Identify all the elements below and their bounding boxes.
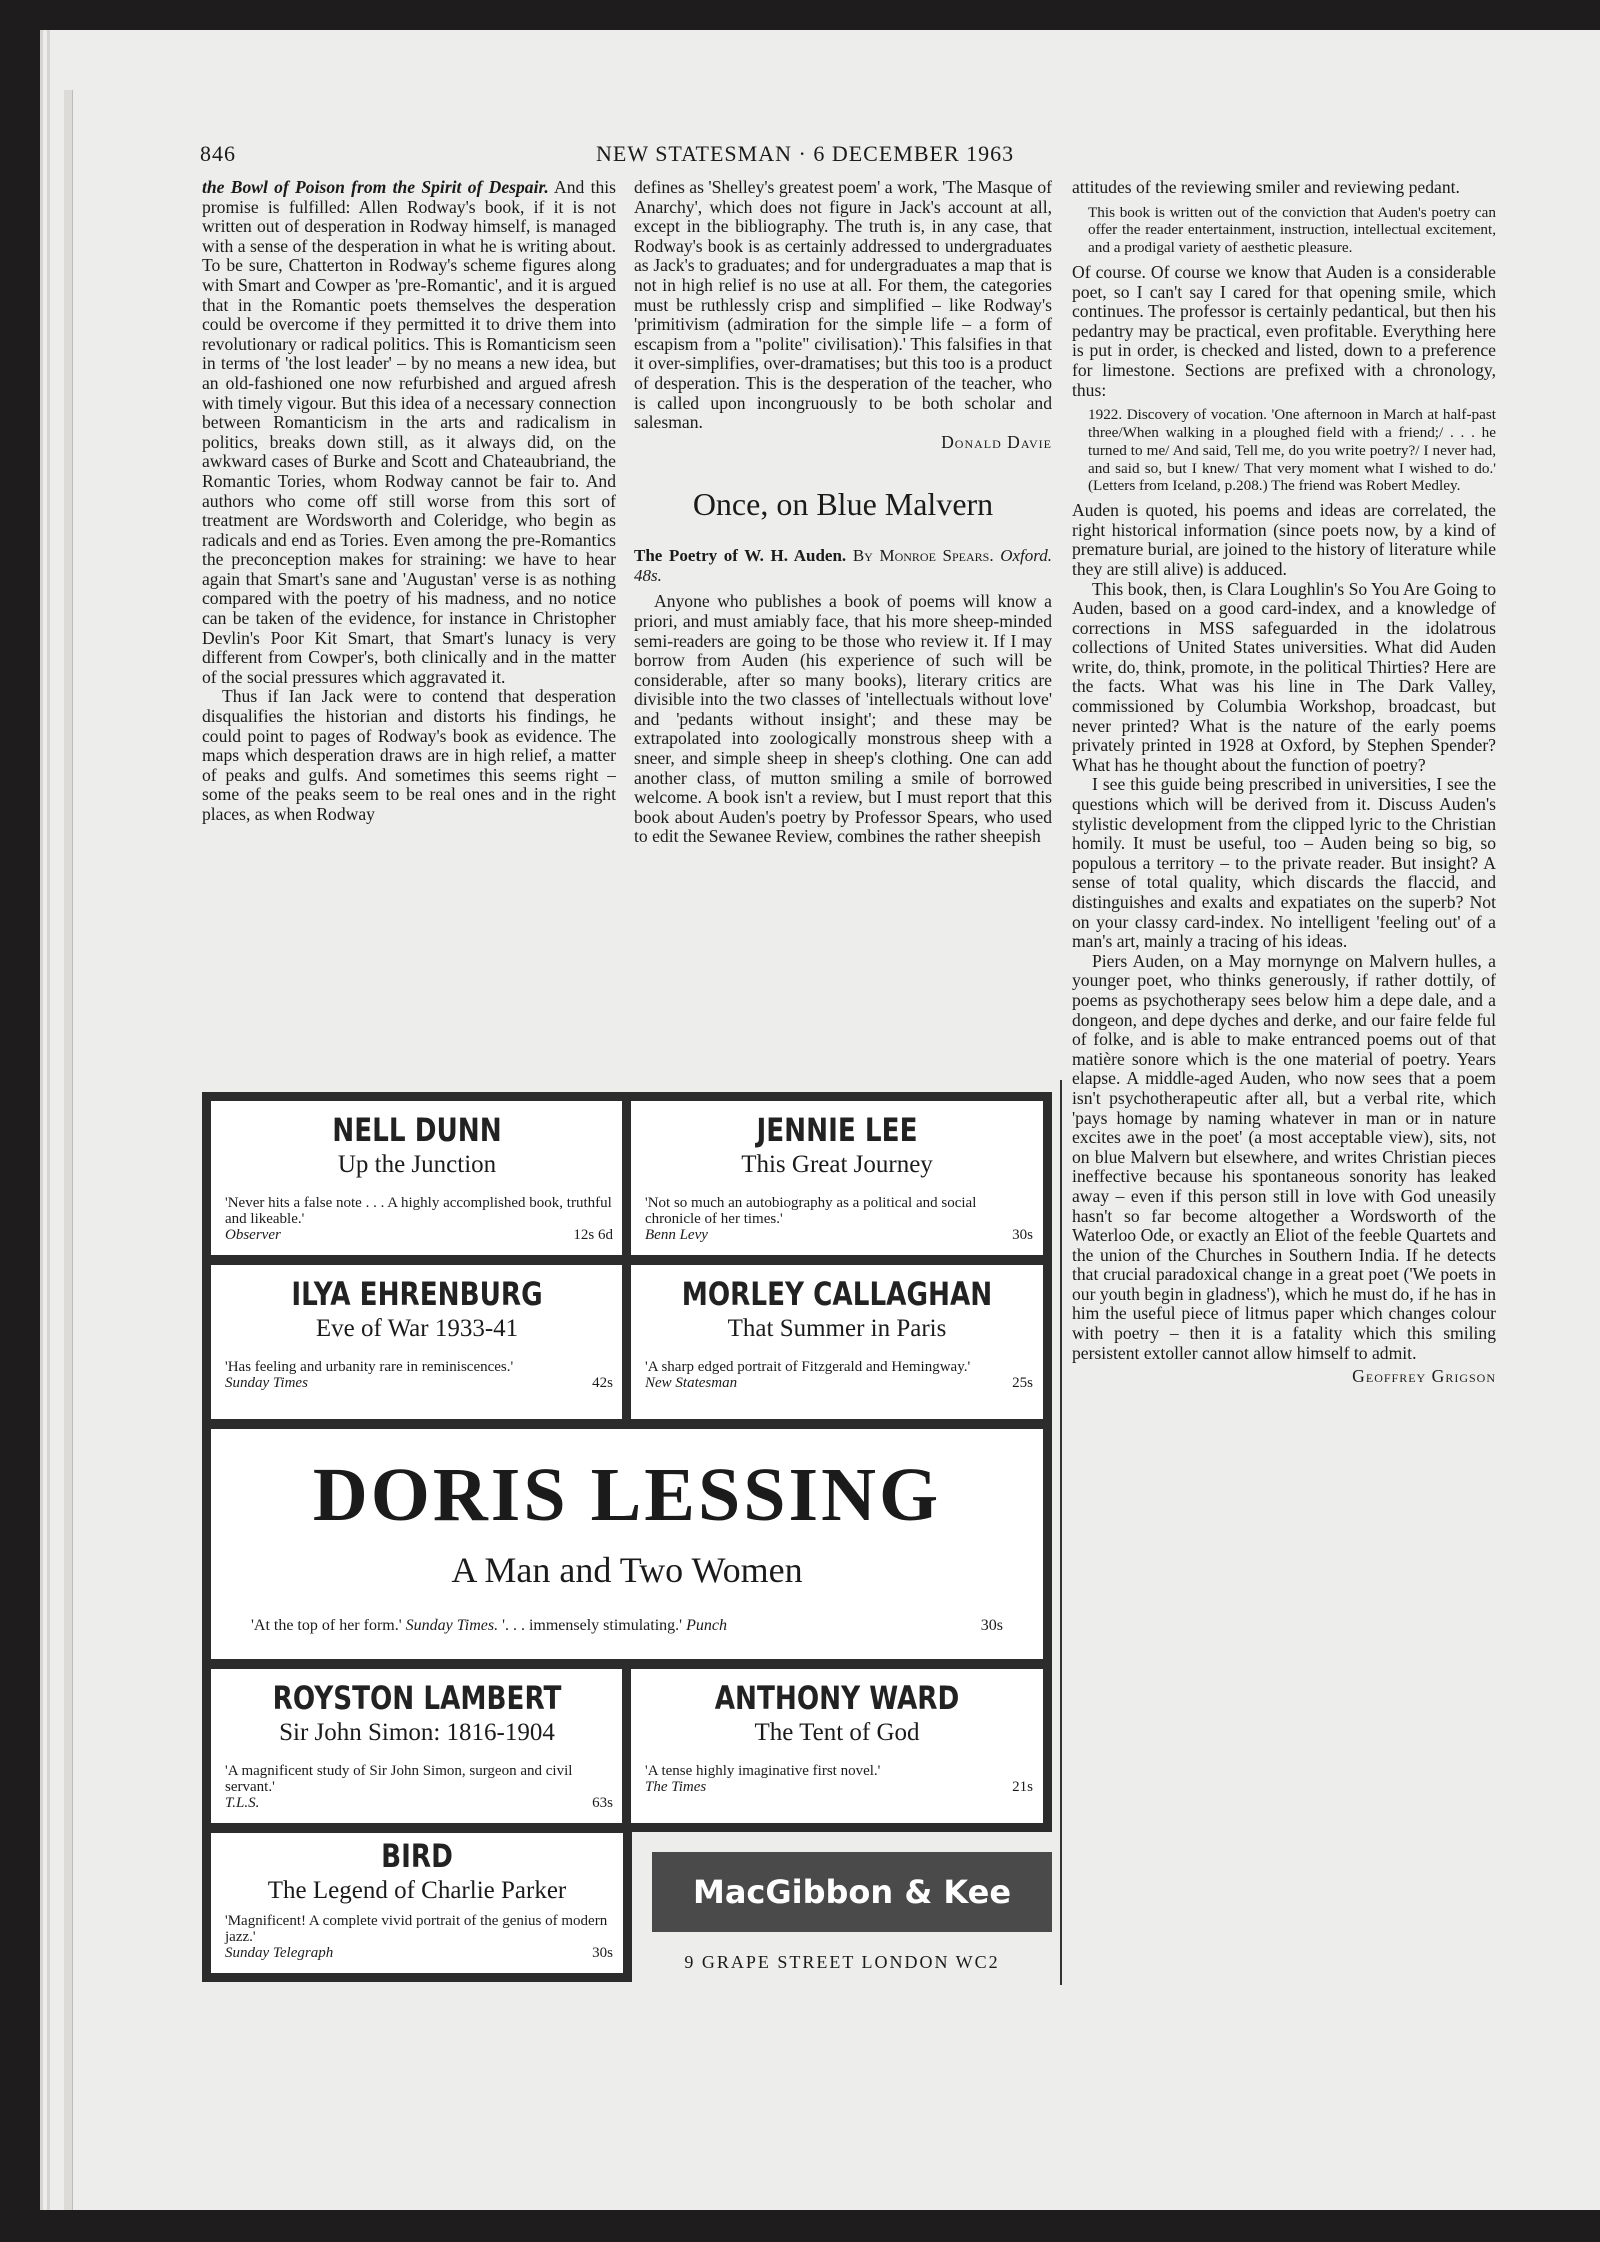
ad-price: 63s [592,1795,613,1811]
col3-paragraph-4: This book, then, is Clara Loughlin's So You Are Going to Auden, based on a good card-index, and a knowledge of corrections in MSS safeguarded in the idolatrous collections of United States universities. What did Auden write, do, think, promote, in the political Thirties? Here are the facts. What was his line in The Dark Valley, commissioned by Columbia Workshop, broadcast, but never printed? What is the nature of the early poems privately printed in 1928 at Oxford, by Stephen Spender? What has he thought about the function of poetry? [1072,578,1496,775]
ad-source: Sunday Times [225,1375,308,1391]
ad-book-title: The Tent of God [754,1719,920,1746]
col1-paragraph-1: the Bowl of Poison from the Spirit of Despair. And this promise is fulfilled: Allen Rodway's book, if it is not written out of desperation in Rodway himself, is managed with a sense of the desperation in what he is writing about. To be sure, Chatterton in Rodway's scheme figures along with Smart and Cowper as 'pre-Romantic', and it is argued that in the Romantic poets themselves the desperation could be overcome if they permitted it to drive them into revolutionary or radical politics. This is Romanticism seen in terms of 'the lost leader' – by no means a new idea, but an old-fashioned one now refurbished and argued afresh with timely vigour. But this idea of a necessary connection between Romanticism in the arts and radicalism in politics, breaks down still, as it always did, on the awkward cases of Burke and Scott and Chateaubriand, the Romantic Tories, whom Rodway cannot be fair to. And authors who come off still worse from this sort of treatment are Wordsworth and Coleridge, who begin as radicals and end as Tories. Even among the pre-Romantics the preconception makes for straining: we have to hear again that Smart's sane and 'Augustan' verse is as nothing compared with the poetry of his madness, and no notice can be taken of the evidence, for instance in Christopher Devlin's Poor Kit Smart, that Smart's lunacy is very different from Cowper's, both clinically and in the matter of the social pressures which aggravated it. [202,178,616,687]
ad-price: 21s [1012,1779,1033,1795]
ad-price: 30s [1012,1227,1033,1243]
ad-price: 12s 6d [573,1227,613,1243]
ad-author: ILYA EHRENBURG [291,1275,543,1313]
ad-source: Observer [225,1227,281,1243]
ad-book-7 [202,1824,632,1982]
publisher-advertisement [202,1092,1052,1982]
col1-paragraph-2: Thus if Ian Jack were to contend that desperation disqualifies the historian and distorts his findings, he could point to pages of Rodway's book as evidence. The maps which desperation draws are in high relief, a matter of peaks and gulfs. And sometimes this seems right – some of the peaks seem to be real ones and in the right places, as when Rodway [202,686,616,824]
publication-header: NEW STATESMAN · 6 DECEMBER 1963 [596,141,1015,166]
col3-paragraph-5: I see this guide being prescribed in universities, I see the questions which will be derived from it. Discuss Auden's stylistic development from the clipped lyric to the Christian homily. It must be useful, too – Auden being so big, so populous a territory – to the private reader. But insight? A sense of total quality, which discards the flaccid, and distinguishes and exalts and expatiates on the superb? Not on your classy card-index. No intelligent 'feeling out' of a man's art, mainly a tracing of his ideas. [1072,774,1496,952]
ad-author: NELL DUNN [332,1111,502,1149]
col3-paragraph-3: Auden is quoted, his poems and ideas are correlated, the right historical information (since poets now, by a kind of premature burial, are joined to the history of literature while they are still alive) is adduced. [1072,500,1496,579]
ad-price: 25s [1012,1375,1033,1391]
ad-source: Benn Levy [645,1227,708,1243]
ad-book-title: Up the Junction [337,1151,497,1178]
ad-feature-title: A Man and Two Women [451,1550,803,1590]
ad-author: ROYSTON LAMBERT [272,1679,562,1717]
column-rule [1060,1080,1062,1985]
ad-book-title: Sir John Simon: 1816-1904 [279,1719,555,1746]
ad-book-4 [622,1256,1052,1428]
ad-source: New Statesman [645,1375,738,1391]
page-edge [64,90,73,2210]
col3-paragraph-6: Piers Auden, on a May mornynge on Malvern hulles, a younger poet, who thinks generously, if rather dottily, of poems as psychotherapy sees below him a depe dale, and a dongeon, and depe dyches and derke, and our faire felde ful of folke, and is able to make entranced poems out of that matière sonore which is the one material of poetry. Years elapse. A middle-aged Auden, who now sees that a poem isn't psychotherapeutic after all, but a verbal rite, which 'pays homage by naming whatever in man or in nature excites awe in the poet' (a most acceptable view), sits, not on blue Malvern but elsewhere, and writes Christian pieces ineffective because his spontaneous sonority has leaked away – even if this person still in love with God uneasily hasn't so far become altogether a Wordsworth of the Waterloo Ode, or exactly an Eliot of the feeble Quartets and the union of the Churches in Southern India. If he detects that crucial paradoxical change in a great poet ('We poets in our youth begin in gladness'), which he must do, if he has in him the useful piece of litmus paper which changes colour with poetry – then it is a fatality which this smiling persistent extoller cannot allow himself to admit. [1072,950,1496,1363]
review-title: Once, on Blue Malvern [692,486,994,523]
ad-source: The Times [645,1779,707,1795]
ad-quote: 'Has feeling and urbanity rare in reminiscences.' [225,1359,514,1375]
ad-book-3 [202,1256,632,1428]
signature-grigson: Geoffrey Grigson [1352,1366,1496,1387]
ad-quote: 'A tense highly imaginative first novel.' [645,1763,881,1779]
ad-feature-reviews: 'At the top of her form.' Sunday Times. '. . . immensely stimulating.' Punch 30s [251,1617,1003,1634]
ad-feature-book [202,1420,1052,1668]
column-1 [202,178,616,1080]
column-2 [634,178,1052,1080]
ad-feature-author: DORIS LESSING [312,1453,942,1537]
col3-paragraph-1: attitudes of the reviewing smiler and reviewing pedant. [1072,178,1460,197]
ad-author: JENNIE LEE [756,1111,918,1149]
ad-quote: 'Magnificent! A complete vivid portrait of the genius of modern jazz.' [225,1913,608,1945]
ad-source: Sunday Telegraph [225,1945,334,1961]
ad-author: MORLEY CALLAGHAN [681,1275,993,1313]
col3-paragraph-2: Of course. Of course we know that Auden is a considerable poet, so I can't say I cared for that opening smile, which continues. The professor is certainly pedantical, but then his pedantry may be practical, even profitable. Everything here is put in order, is checked and listed, down to a preference for limestone. Sections are prefixed with a chronology, thus: [1072,261,1496,400]
blockquote-2: 1922. Discovery of vocation. 'One afternoon in March at half-past three/When walking in a ploughed field with a friend;/ . . . he turned to me/ And said, Tell me, do you write poetry?/ I never had, and said so, but I knew/ That very moment what I wished to do.' (Letters from Iceland, p.208.) The friend was Robert Medley. [1088,406,1496,495]
ad-book-title: This Great Journey [741,1151,933,1178]
ad-book-title: That Summer in Paris [727,1315,947,1342]
ad-quote: 'A sharp edged portrait of Fitzgerald and Hemingway.' [645,1359,971,1375]
ad-quote: 'Never hits a false note . . . A highly accomplished book, truthful and likeable.' [225,1195,612,1227]
publisher-logo: MacGibbon & Kee [652,1852,1052,1932]
ad-book-6 [622,1660,1052,1832]
ad-book-title: Eve of War 1933-41 [315,1315,519,1342]
review-book-info: The Poetry of W. H. Auden. By Monroe Spears. Oxford. 48s. [634,546,1052,586]
publisher-address: 9 GRAPE STREET LONDON WC2 [684,1952,1000,1972]
ad-price: 42s [592,1375,613,1391]
ad-quote: 'Not so much an autobiography as a political and social chronicle of her times.' [645,1195,977,1227]
col2-paragraph-2: Anyone who publishes a book of poems will know a priori, and must amiably face, that his more sheep-minded semi-readers are going to be those who review it. If I may borrow from Auden (his experience of such will be considerable, after so many books), literary critics are divisible into the two classes of 'intellectuals without love' and 'pedants without insight'; and these may be extrapolated into zoologically monstrous sheep with a sneer, and simple sheep in sheep's clothing. One can add another class, of mutton smiling a smile of borrowed welcome. A book isn't a review, but I must report that this book about Auden's poetry by Professor Spears, who used to edit the Sewanee Review, combines the rather sheepish [634,591,1052,847]
col2-paragraph-1: defines as 'Shelley's greatest poem' a work, 'The Masque of Anarchy', which does not figure in Jack's account at all, except in the bibliography. The truth is, in any case, that Rodway's book is as certainly addressed to undergraduates as Jack's to graduates; and for undergraduates a map that is not in high relief is no use at all. For them, the categories must be ruthlessly crisp and simplified – like Rodway's 'primitivism (admiration for the simple life – a form of escapism from a "polite" civilisation).' This falsifies in that it over-simplifies, over-dramatises; but this too is a product of desperation. This is the desperation of the teacher, who is called upon incongruously to be both scholar and salesman. [634,178,1052,433]
ad-source: T.L.S. [225,1795,260,1811]
column-3 [1072,178,1496,1993]
ad-author: ANTHONY WARD [714,1679,960,1717]
signature-davie: Donald Davie [941,431,1052,452]
page-number: 846 [200,141,236,166]
ad-book-2 [622,1092,1052,1264]
ad-author: BIRD [381,1837,453,1875]
ad-quote: 'A magnificent study of Sir John Simon, surgeon and civil servant.' [225,1763,573,1795]
ad-book-5 [202,1660,632,1832]
ad-book-1 [202,1092,632,1264]
blockquote-1: This book is written out of the conviction that Auden's poetry can offer the reader entertainment, instruction, intellectual excitement, and a prodigal variety of aesthetic pleasure. [1088,203,1496,257]
ad-price: 30s [592,1945,613,1961]
ad-book-title: The Legend of Charlie Parker [267,1877,567,1904]
